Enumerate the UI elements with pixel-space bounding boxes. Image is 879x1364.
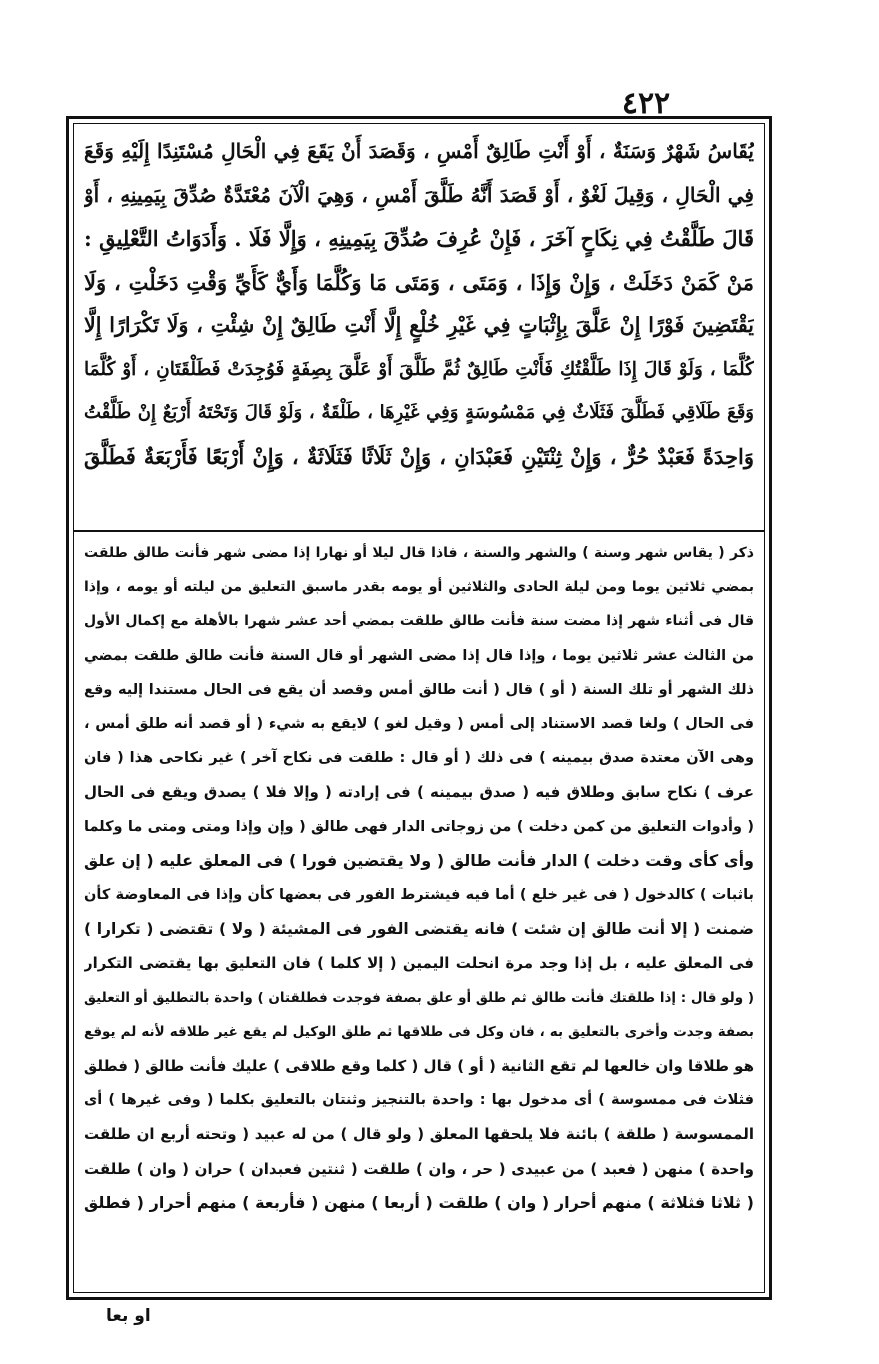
main-text-line: وَاحِدَةً فَعَبْدٌ حُرٌّ ، وَإِنْ ثِنْتَيْنِ فَعَبْدَانِ ، وَإِنْ ثَلَاثًا فَثَلَاثَةٌ ، وَإِنْ أَرْبَعًا فَأَرْبَعَةٌ فَطَلَّقَ <box>84 443 754 469</box>
main-text <box>84 130 754 524</box>
main-text-line: مَنْ كَمَنْ دَخَلَتْ ، وَإِنْ وَإِذَا ، وَمَتَى ، وَمَتَى مَا وَكُلَّمَا وَأَيٌّ كَأَيِّ وَقْتِ دَخَلْتِ ، وَلَا <box>84 269 754 295</box>
commentary-line: فى المعلق عليه ، بل إذا وجد مرة انحلت اليمين ( إلا كلما ) فان التعليق بها يقتضى التكرار <box>84 954 754 973</box>
commentary-line: هو طلاقا وان خالعها لم تقع الثانية ( أو ) قال ( كلما وقع طلاقى ) عليك فأنت طالق ( فطلق <box>84 1057 754 1076</box>
page-number: ٤٢٢ <box>621 86 671 121</box>
main-text-line: وَقَعَ طَلَاقِي فَطَلَّقَ فَثَلَاثٌ فِي مَمْسُوسَةٍ وَفِي غَيْرِهَا ، طَلْقَةٌ ، وَلَوْ قَالَ وَتَحْتَهُ أَرْبَعٌ إِنْ طَلَّقْتُ <box>84 402 754 423</box>
commentary-line: واحدة ) منهن ( فعبد ) من عبيدى ( حر ، وان ) طلقت ( ثنتين فعبدان ) حران ( وان ) طلقت <box>84 1159 754 1178</box>
commentary-line: قال فى أثناء شهر إذا مضت سنة فأنت طالق طلقت بمضي أحد عشر شهرا بالأهلة مع إكمال الأول <box>84 613 754 630</box>
catchword: او بعا <box>106 1306 151 1326</box>
page-frame-inner <box>73 123 765 1293</box>
commentary-line: ذكر ( يقاس شهر وسنة ) والشهر والسنة ، فاذا قال ليلا أو نهارا إذا مضى شهر فأنت طالق طلقت <box>84 545 754 561</box>
commentary-line: بصفة وجدت وأخرى بالتعليق به ، فان وكل فى طلاقها ثم طلق الوكيل لم يقع غير طلاقه لأنه لم يوقع <box>84 1023 754 1040</box>
commentary-line: باثبات ) كالدخول ( فى غير خلع ) أما فيه فيشترط الفور فى بعضها كأن وإذا فى المعاوضة كأن <box>84 887 754 904</box>
commentary-line: وهى الآن معتدة صدق بيمينه ) فى ذلك ( أو قال : طلقت فى نكاح آخر ) غير نكاحى هذا ( فان <box>84 750 754 767</box>
commentary-line: ذلك الشهر أو تلك السنة ( أو ) قال ( أنت طالق أمس وقصد أن يقع فى الحال مستندا إليه وقع <box>84 681 754 698</box>
commentary-line: ( ثلاثا فثلاثة ) منهم أحرار ( وان ) طلقت ( أربعا ) منهن ( فأربعة ) منهم أحرار ( فطلق <box>84 1192 754 1212</box>
commentary-line: ( وأدوات التعليق من كمن دخلت ) من زوجاتى الدار فهى طالق ( وإن وإذا ومتى ومتى ما وكلما <box>84 818 754 835</box>
commentary-text <box>84 536 754 1286</box>
commentary-line: بمضي ثلاثين يوما ومن ليلة الحادى والثلاثين أو يومه بقدر ماسبق التعليق من ليلته أو يومه ، وإذا <box>84 579 754 596</box>
main-text-line: يَقْتَضِينَ فَوْرًا إِنْ عَلَّقَ بِإِثْبَاتٍ فِي غَيْرِ خُلْعٍ إِلَّا أَنْتِ طَالِقٌ إِنْ شِئْتِ ، وَلَا تَكْرَارًا إِلَّا <box>84 313 754 337</box>
main-text-line: يُقَاسُ شَهْرٌ وَسَنَةٌ ، أَوْ أَنْتِ طَالِقٌ أَمْسِ ، وَقَصَدَ أَنْ يَقَعَ فِي الْحَالِ مُسْتَنِدًا إِلَيْهِ وَقَعَ <box>84 139 754 163</box>
main-text-line: كُلَّمَا ، وَلَوْ قَالَ إِذَا طَلَّقْتُكِ فَأَنْتِ طَالِقٌ ثُمَّ طَلَّقَ أَوْ عَلَّقَ بِصِفَةٍ فَوُجِدَتْ فَطَلْقَتَانِ ، أَوْ كُلَّمَا <box>84 358 754 380</box>
commentary-line: وأى كأى وقت دخلت ) الدار فأنت طالق ( ولا يقتضين فورا ) فى المعلق عليه ( إن علق <box>84 850 754 870</box>
commentary-line: من الثالث عشر ثلاثين يوما ، وإذا قال إذا مضى الشهر أو قال السنة فأنت طالق طلقت بمضي <box>84 647 754 664</box>
commentary-line: عرف ) نكاح سابق وطلاق فيه ( صدق بيمينه ) فى إرادته ( وإلا فلا ) يصدق ويقع فى الحال <box>84 783 754 802</box>
commentary-line: ( ولو قال : إذا طلقتك فأنت طالق ثم طلق أو علق بصفة فوجدت فطلقتان ) واحدة بالتطليق أو التعليق <box>84 989 754 1006</box>
page-frame <box>66 116 772 1300</box>
main-text-line: فِي الْحَالِ ، وَقِيلَ لَغْوٌ ، أَوْ قَصَدَ أَنَّهُ طَلَّقَ أَمْسِ ، وَهِيَ الْآنَ مُعْتَدَّةٌ صُدِّقَ بِيَمِينِهِ ، أَوْ <box>84 182 754 207</box>
commentary-line: الممسوسة ( طلقة ) بائنة فلا يلحقها المعلق ( ولو قال ) من له عبيد ( وتحته أربع ان طلقت <box>84 1125 754 1144</box>
section-divider <box>74 530 764 532</box>
commentary-line: فثلاث فى ممسوسة ) أى مدخول بها : واحدة بالتنجيز وثنتان بالتعليق بكلما ( وفى غيرها ) أى <box>84 1092 754 1109</box>
commentary-line: ضمنت ( إلا أنت طالق إن شئت ) فانه يقتضى الفور فى المشيئة ( ولا ) تقتضى ( تكرارا ) <box>84 920 754 939</box>
main-text-line: قَالَ طَلَّقْتُ فِي نِكَاحٍ آخَرَ ، فَإِنْ عُرِفَ صُدِّقَ بِيَمِينِهِ ، وَإِلَّا فَلَا . وَأَدَوَاتُ التَّعْلِيقِ : <box>84 226 754 251</box>
commentary-line: فى الحال ) ولغا قصد الاستناد إلى أمس ( وقيل لغو ) لايقع به شيء ( أو قصد أنه طلق أمس ، <box>84 716 754 733</box>
